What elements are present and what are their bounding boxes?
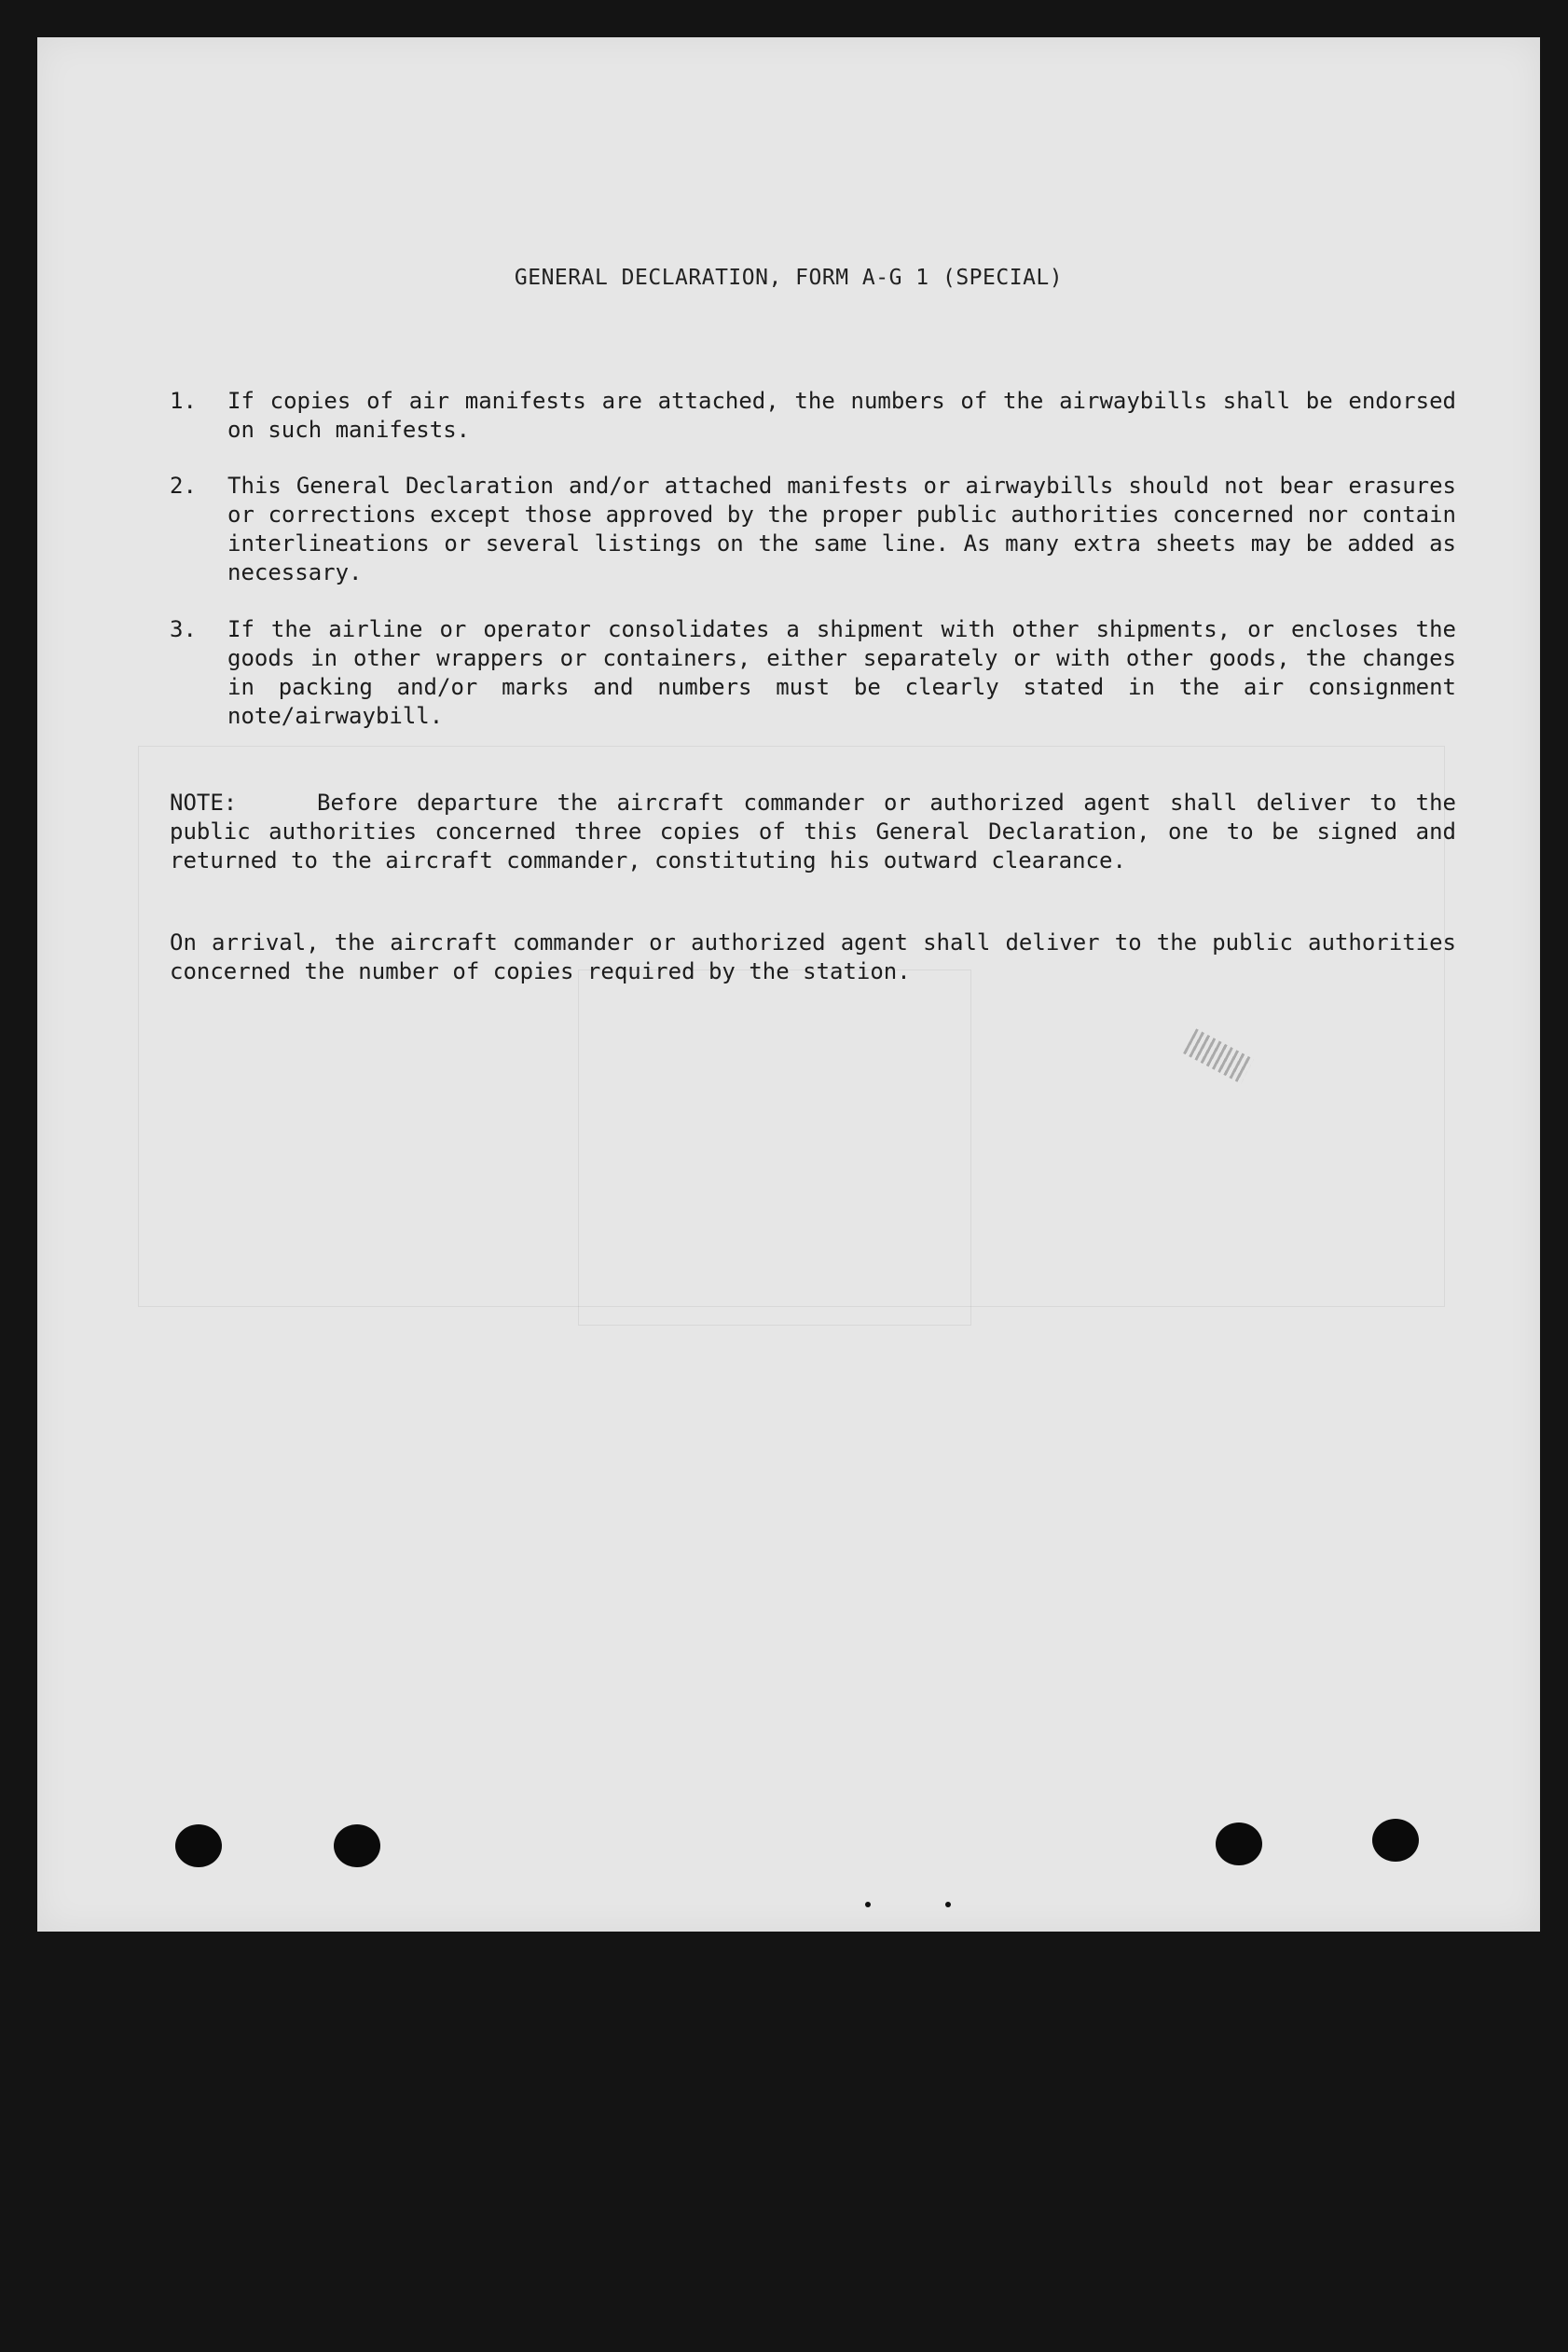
instruction-item-3 — [170, 615, 1456, 731]
arrival-note: On arrival, the aircraft commander or authorized agent shall deliver to the public authorities concerned the number of copies required by the station. — [170, 929, 1456, 984]
note-text: Before departure the aircraft commander or authorized agent shall deliver to the public authorities concerned three copies of this General Declaration, one to be signed and returned to the aircraft commander, constituting his outward clearance. — [170, 790, 1456, 873]
note-label: NOTE: — [170, 790, 238, 816]
form-title: GENERAL DECLARATION, FORM A-G 1 (SPECIAL) — [514, 266, 1064, 290]
instruction-item-2 — [170, 472, 1456, 587]
instruction-item-1 — [170, 387, 1456, 445]
punch-hole — [1216, 1822, 1262, 1865]
item-text: If copies of air manifests are attached, the numbers of the airwaybills shall be endorsed on such manifests. — [227, 388, 1456, 443]
item-number: 2. — [170, 473, 197, 499]
item-text: If the airline or operator consolidates a shipment with other shipments, or encloses the goods in other wrappers or containers, either separately or with other goods, the changes in packing and/or marks and numbers must be clearly stated in the air consignment note/airwaybill. — [227, 616, 1456, 729]
punch-hole — [334, 1824, 380, 1867]
bleed-through-frame — [578, 970, 971, 1326]
item-text: This General Declaration and/or attached manifests or airwaybills should not bear erasures or corrections except those approved by the proper public authorities concerned nor contain interlineations or several listings on the same line. As many extra sheets may be added as necessary. — [227, 473, 1456, 585]
speck — [865, 1902, 871, 1907]
item-number: 3. — [170, 616, 197, 642]
document-page — [37, 37, 1540, 1932]
item-number: 1. — [170, 388, 197, 414]
punch-hole — [1372, 1819, 1419, 1862]
departure-note — [170, 789, 1456, 875]
punch-hole — [175, 1824, 222, 1867]
speck — [945, 1902, 951, 1907]
